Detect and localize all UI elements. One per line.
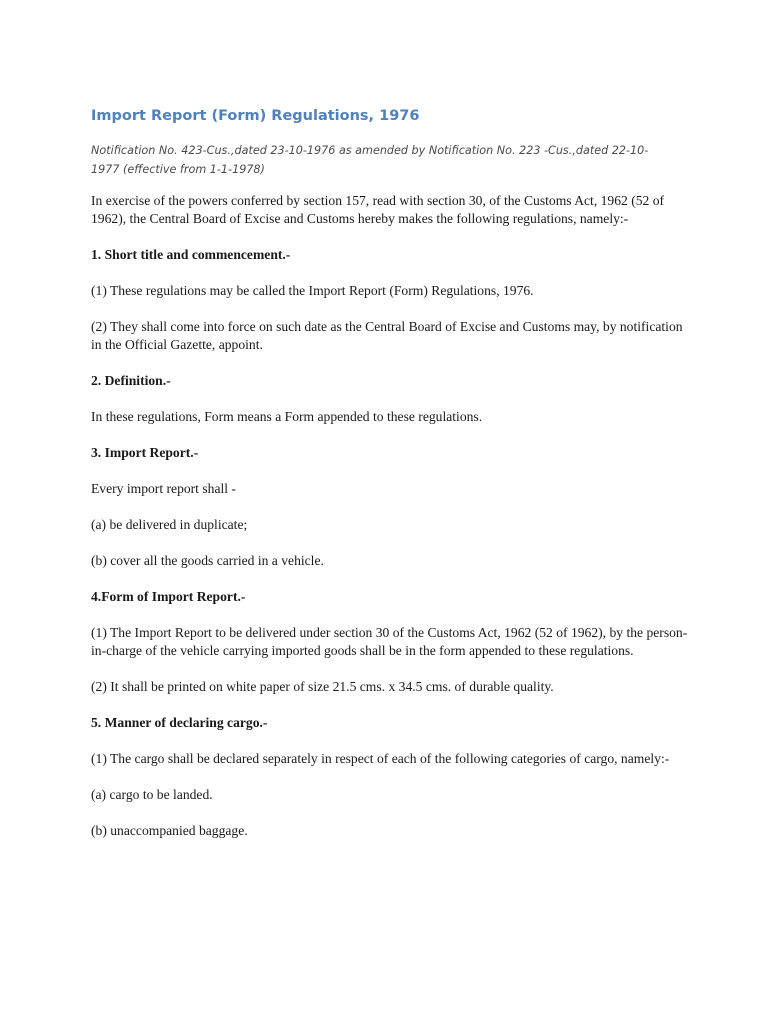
- notification-reference: Notification No. 423-Cus.,dated 23-10-1976 as amended by Notification No. 223 -Cus.,dated 22-10-1977 (effective from 1-1-1978): [91, 144, 649, 176]
- section-1-heading: 1. Short title and commencement.-: [91, 247, 291, 262]
- document-body: [91, 106, 691, 858]
- section-5-paragraph-3: (b) unaccompanied baggage.: [91, 823, 248, 838]
- section-2-heading: 2. Definition.-: [91, 373, 171, 388]
- section-3-paragraph-2: (a) be delivered in duplicate;: [91, 517, 248, 532]
- section-1-paragraph-1: (1) These regulations may be called the Import Report (Form) Regulations, 1976.: [91, 283, 534, 298]
- section-4-heading: 4.Form of Import Report.-: [91, 589, 246, 604]
- section-3-heading: 3. Import Report.-: [91, 445, 199, 460]
- section-5-paragraph-2: (a) cargo to be landed.: [91, 787, 213, 802]
- section-5-heading: 5. Manner of declaring cargo.-: [91, 715, 268, 730]
- section-3-paragraph-1: Every import report shall -: [91, 481, 236, 496]
- section-3-paragraph-3: (b) cover all the goods carried in a vehicle.: [91, 553, 324, 568]
- section-5-paragraph-1: (1) The cargo shall be declared separately in respect of each of the following categories of cargo, namely:-: [91, 751, 670, 766]
- document-title: Import Report (Form) Regulations, 1976: [91, 108, 420, 124]
- section-2-paragraph-1: In these regulations, Form means a Form appended to these regulations.: [91, 409, 483, 424]
- section-4-paragraph-2: (2) It shall be printed on white paper of size 21.5 cms. x 34.5 cms. of durable quality.: [91, 679, 554, 694]
- intro-paragraph: In exercise of the powers conferred by section 157, read with section 30, of the Customs Act, 1962 (52 of 1962), the Central Board of Excise and Customs hereby makes the following regulations, namely:-: [91, 193, 665, 226]
- section-1-paragraph-2: (2) They shall come into force on such date as the Central Board of Excise and Customs may, by notification in the Official Gazette, appoint.: [91, 319, 683, 352]
- section-4-paragraph-1: (1) The Import Report to be delivered under section 30 of the Customs Act, 1962 (52 of 1962), by the person-in-charge of the vehicle carrying imported goods shall be in the form appended to these regulations.: [91, 625, 688, 658]
